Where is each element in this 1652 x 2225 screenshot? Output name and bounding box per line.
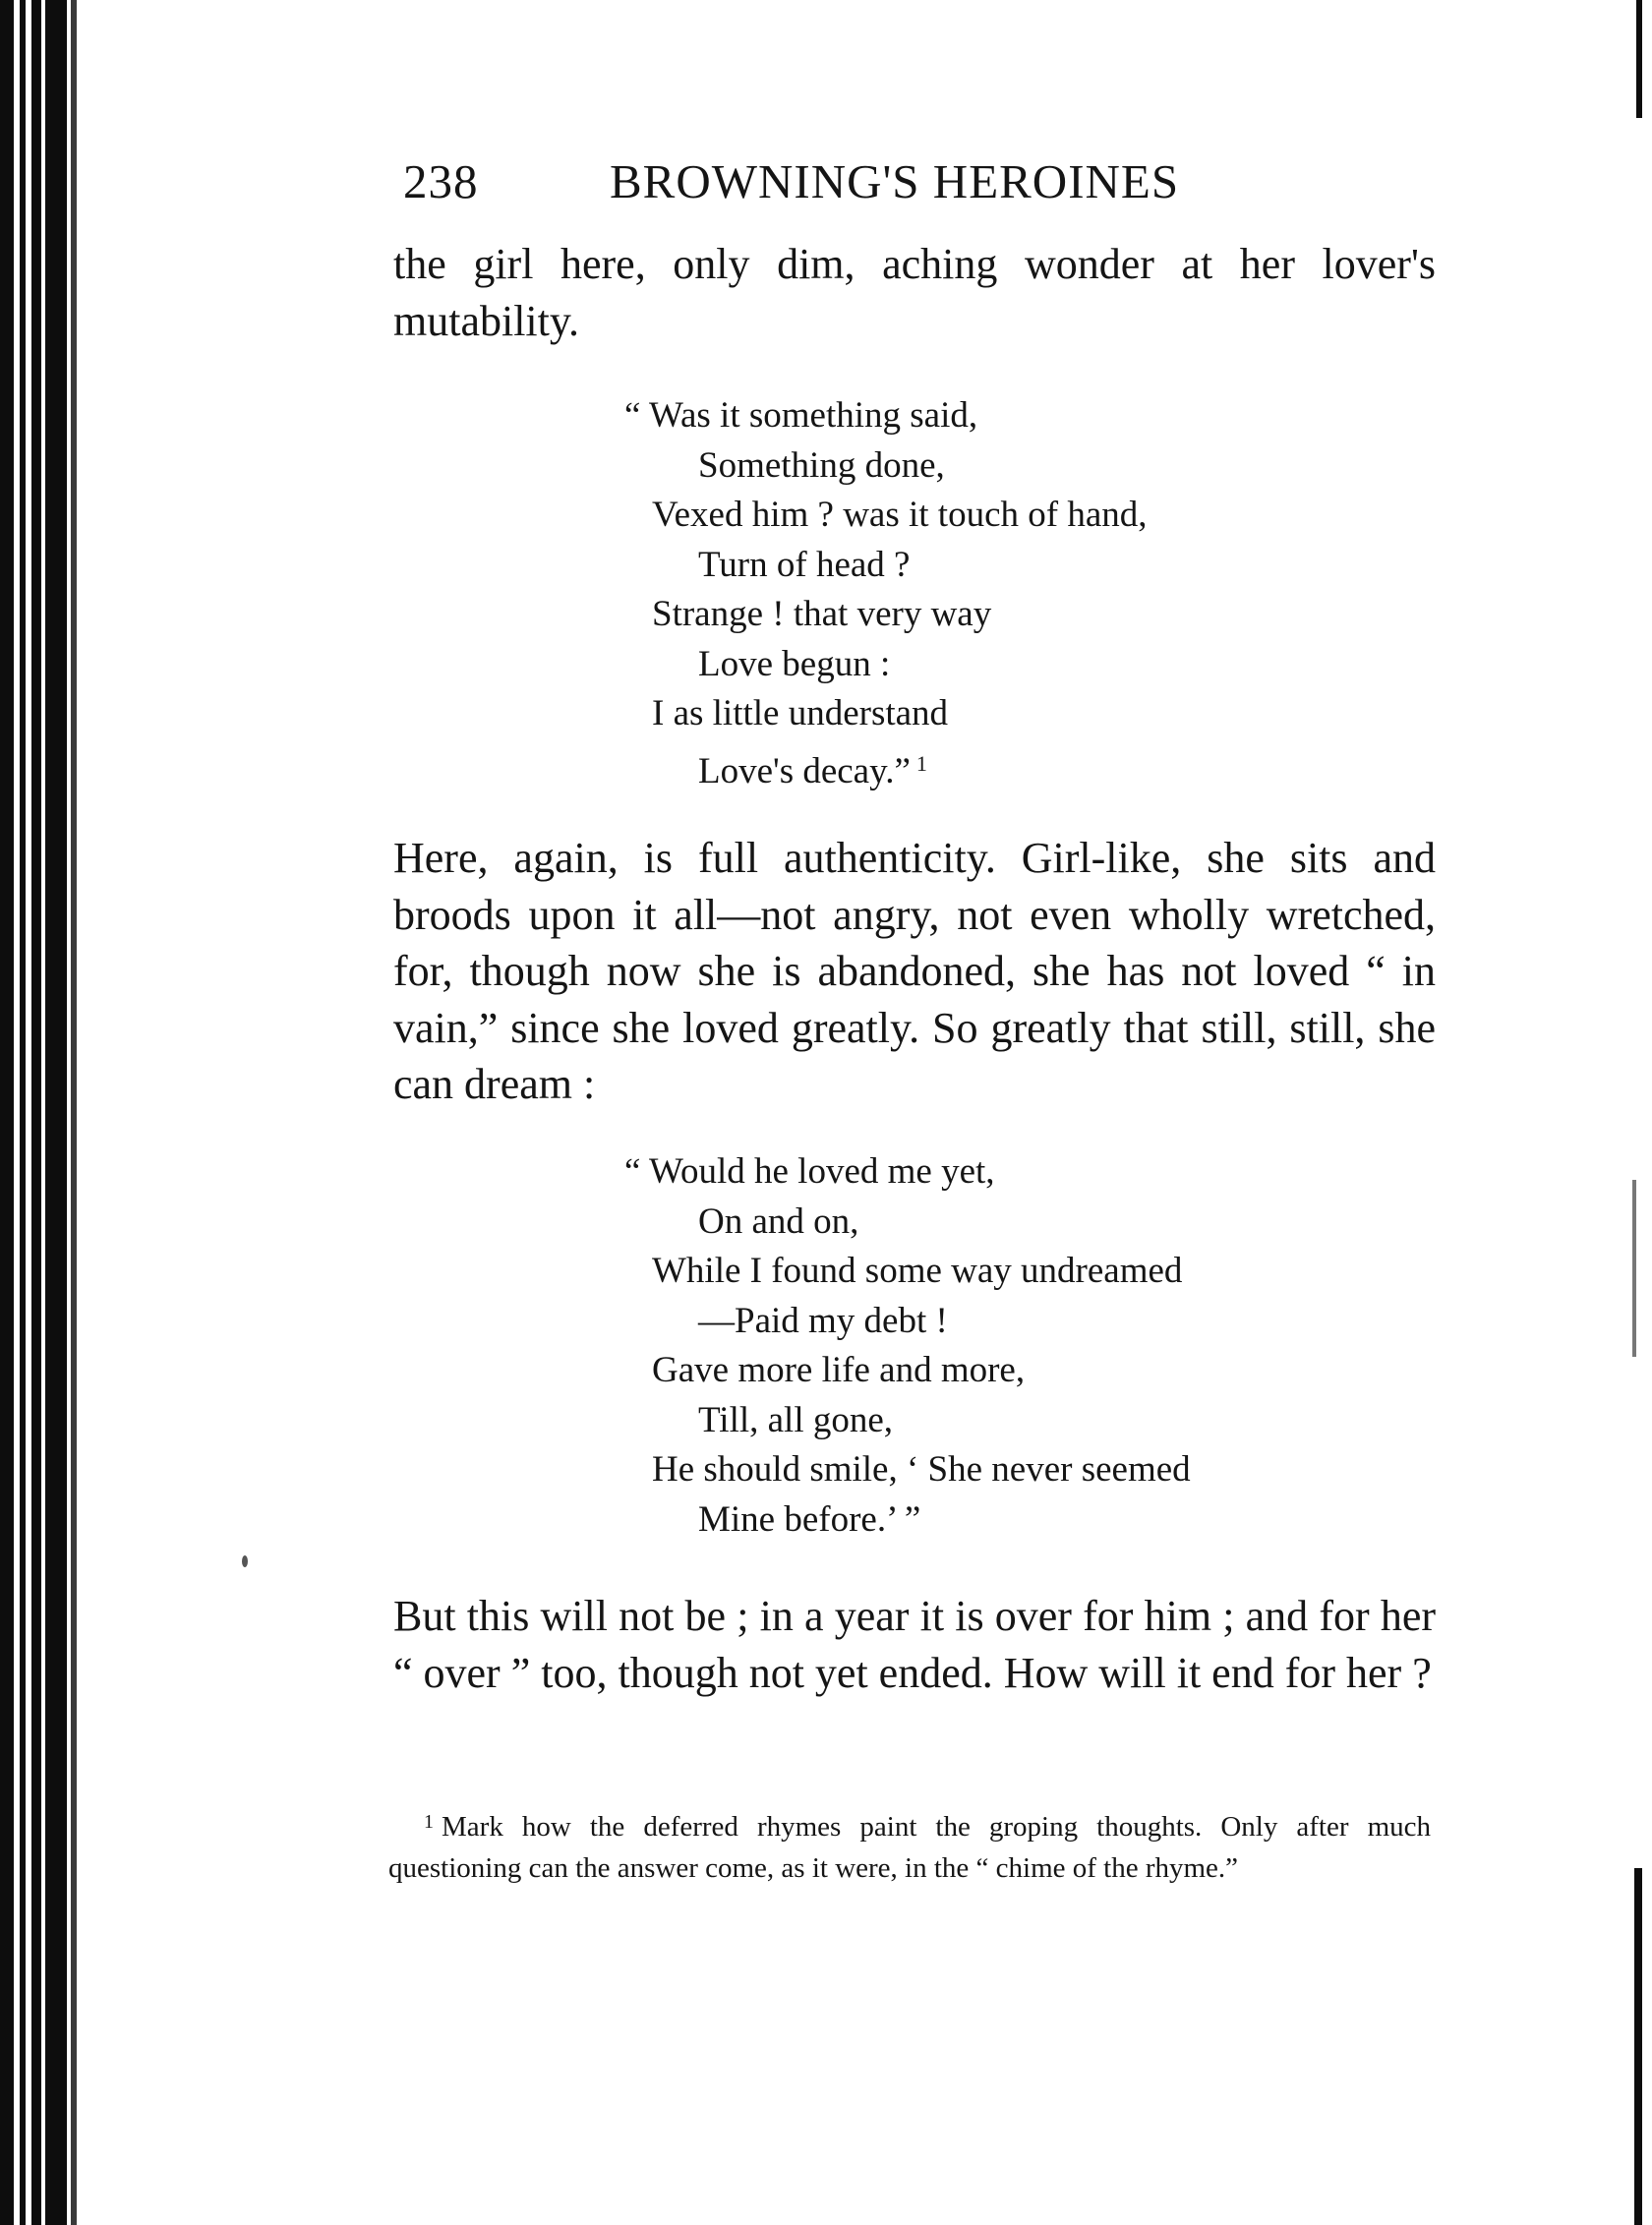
page-number: 238 xyxy=(403,154,479,208)
footnote-marker: 1 xyxy=(424,1811,434,1833)
verse-line: “ Was it something said, xyxy=(624,395,978,436)
verse-line: While I found some way undreamed xyxy=(652,1251,1183,1291)
verse-line: He should smile, ‘ She never seemed xyxy=(652,1449,1191,1490)
verse-line: Love begun : xyxy=(698,643,891,684)
binding-edge xyxy=(71,0,77,2225)
verse-line: Mine before.’ ” xyxy=(698,1498,921,1540)
binding-edge xyxy=(31,0,41,2225)
running-title: BROWNING'S HEROINES xyxy=(610,154,1180,208)
binding-edge xyxy=(45,0,67,2225)
paragraph-2-block xyxy=(393,830,1436,1113)
paragraph-3: But this will not be ; in a year it is over for him ; and for her “ over ” too, though not yet ended. How will it end for her ? xyxy=(393,1592,1436,1697)
verse-line: Strange ! that very way xyxy=(652,594,992,634)
footnote-text: Mark how the deferred rhymes paint the groping thoughts. Only after much questioning can the answer come, as it were, in the “ chime of the rhyme.” xyxy=(388,1811,1431,1884)
intro-paragraph: the girl here, only dim, aching wonder at her lover's mutability. xyxy=(393,240,1436,345)
verse-line: On and on, xyxy=(698,1200,859,1242)
footnote-reference[interactable]: 1 xyxy=(915,750,927,776)
page-edge-right xyxy=(1636,0,1642,118)
page-edge-right xyxy=(1634,1868,1642,2225)
verse-line: —Paid my debt ! xyxy=(698,1300,948,1341)
running-header xyxy=(403,147,1288,216)
binding-edge xyxy=(0,0,14,2225)
verse-line: Something done, xyxy=(698,444,945,486)
verse-line: Vexed him ? was it touch of hand, xyxy=(652,495,1148,535)
verse-line: Till, all gone, xyxy=(698,1399,894,1440)
footnote xyxy=(388,1801,1431,1889)
verse-line: Gave more life and more, xyxy=(652,1350,1026,1390)
verse-block-1 xyxy=(624,391,1411,789)
verse-line-text: Love's decay.” xyxy=(698,750,911,791)
binding-edge xyxy=(20,0,26,2225)
speck xyxy=(242,1555,248,1567)
intro-paragraph-block xyxy=(393,236,1436,349)
verse-line: “ Would he loved me yet, xyxy=(624,1151,995,1192)
verse-line: I as little understand xyxy=(652,693,949,733)
verse-line: Turn of head ? xyxy=(698,544,911,585)
page-edge-right xyxy=(1632,1180,1636,1357)
paragraph-2: Here, again, is full authenticity. Girl-like, she sits and broods upon it all—not angry, not even wholly wretched, for, though now she is abandoned, she has not loved “ in vain,” since she loved greatly. So greatly that still, still, she can dream : xyxy=(393,834,1436,1108)
verse-line-last xyxy=(624,739,1411,790)
paragraph-3-block xyxy=(393,1588,1436,1701)
verse-block-2 xyxy=(624,1147,1411,1545)
